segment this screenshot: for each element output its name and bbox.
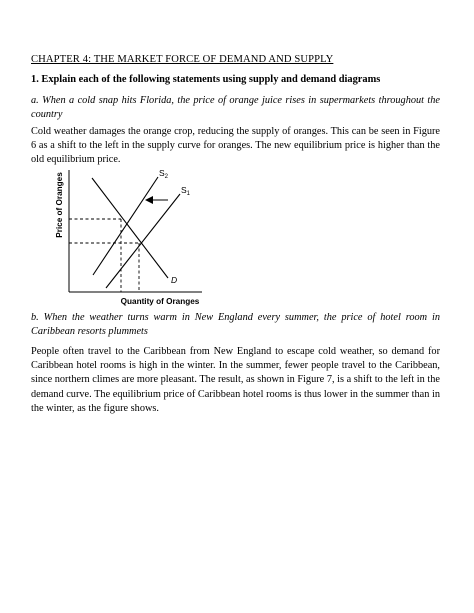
part-b-answer: People often travel to the Caribbean from New England to escape cold weather, so demand for Caribbean hotel rooms is high in the winter. In the summer, fewer people travel to the Caribbean, since northern climes are more pleasant. The result, as shown in Figure 7, is a shift to the left in the demand curve. The equilibrium price of Caribbean hotel rooms is thus lower in the summer than in the winter, as the figure shows. [31,346,440,414]
part-a-answer: Cold weather damages the orange crop, reducing the supply of oranges. This can be seen in Figure 6 as a shift to the left in the supply curve for oranges. The new equilibrium price is higher than the old equilibrium price. [31,126,440,166]
y-axis-label: Price of Oranges [55,172,64,238]
part-a-prompt: a. When a cold snap hits Florida, the price of orange juice rises in supermarkets throughout the country [31,95,440,121]
supply-curve-s1 [106,194,180,288]
label-s1: $S_1$ [181,185,191,197]
label-d: D [171,275,178,285]
x-axis-label: Quantity of Oranges [120,297,200,306]
label-s2: $S_2$ [159,168,169,180]
chapter-title: CHAPTER 4: THE MARKET FORCE OF DEMAND AND SUPPLY [31,54,334,65]
demand-curve [92,178,168,278]
part-b-prompt: b. When the weather turns warm in New England every summer, the price of hotel room in Caribbean resorts plummets [31,312,440,338]
question-heading: 1. Explain each of the following statements using supply and demand diagrams [31,74,381,85]
